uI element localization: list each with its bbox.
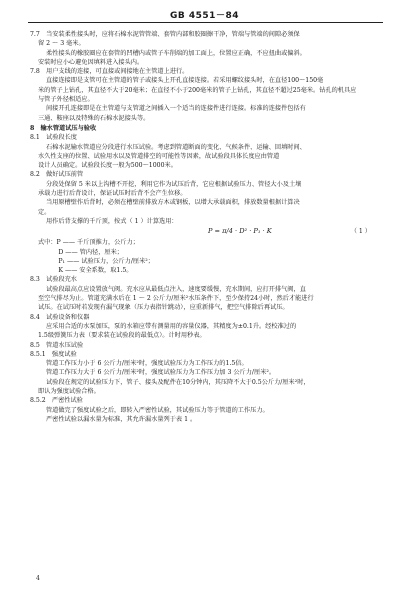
text-line: 式中：P —— 千斤顶推力，公斤力； <box>38 239 139 247</box>
text-line: 管道做完了强度试验之后，即转入严密性试验，其试验压力等于管道的工作压力。 <box>46 406 269 414</box>
text-line: 分段处保留 5 米以上沟槽不开挖，利用它作为试压后背，它应根据试验压力、管径大小及土壤 <box>46 180 302 188</box>
text-line: 承载力进行后背设计，保证试压时后背不会产生位移。 <box>38 190 187 198</box>
text-line: 1.5级弹簧压力表（要求装在试验段的最低点）。计时用秒表。 <box>38 332 206 340</box>
text-line: D —— 管内径，厘米； <box>46 248 123 256</box>
text-line: 试压。在试压时若发现有漏气现象（压力表指针跳动），应重新排气，把空气排除后再试压。 <box>38 304 289 312</box>
formula-number: （ 1 ） <box>350 228 371 236</box>
text-line: 柔性接头的橡胶圈应在套管的凹槽内或管子车削端的加工面上，位置应正确，不应扭曲或偏斜。 <box>46 49 306 57</box>
text-line: K —— 安全系数，取1.5。 <box>46 267 133 275</box>
text-line: 8.3 试验段充水 <box>30 276 77 284</box>
text-line: 间接开孔连接即是在主管道与支管道之间插入一个适当的连接件进行连接。标准的连接件包括有 <box>46 105 306 113</box>
page-number: 4 <box>36 575 40 582</box>
text-line: 直接连接即是支管可在主管道的管子或接头上开孔直接连接。若采用螺纹接头时，在直径100～150毫 <box>46 77 324 85</box>
text-line: 即认为强度试验合格。 <box>38 387 100 395</box>
text-line: 试验段最高点应设置放气阀。充水应从最低点注入，速度要缓慢，充水期间，应打开排气阀，直 <box>46 285 306 293</box>
text-line: 8.5 管道水压试验 <box>30 341 84 349</box>
text-line: 用作后背支撑的千斤顶，按式（ 1 ）计算选用： <box>46 217 178 225</box>
text-line: 试验段在规定的试验压力下，管子、接头及配件在10分钟内，其压降不大于0.5公斤力/厘米²时， <box>46 378 310 386</box>
text-line: 严密性试验以漏水量为标准，其允许漏水量列于表 1 。 <box>46 415 197 423</box>
formula-1 <box>38 226 383 238</box>
text-line: 当用原槽壁作后背时，必须在槽壁前排放方木或钢板，以增大承载面积，排放数量根据计算决 <box>46 199 300 207</box>
formula-expression: P = π/4 · D² · P₁ · K <box>208 227 272 236</box>
text-line: 三通、鞍座以及特殊的石棉水泥接头等。 <box>38 114 150 122</box>
text-line: P₁ —— 试验压力，公斤力/厘米²； <box>46 257 154 265</box>
header-rule <box>28 22 383 23</box>
text-line: 安装时应小心避免因填料进入接头内。 <box>38 58 144 66</box>
text-line: 7.8 用户支线的连接，可直接或间接地在主管道上进行。 <box>30 68 189 76</box>
body-text <box>30 30 383 424</box>
text-line: 8.2 做好试压前管 <box>30 171 84 179</box>
text-line: 水久性支座的位置、试验用水以及管道排空的可能性等因素，故试验段具体长度应由管道 <box>38 152 280 160</box>
text-line: 管道工作压力小于 6 公斤力/厘米²时，强度试验压力为工作压力的1.5倍。 <box>46 360 248 368</box>
text-line: 设计人员确定。试验段长度一般为500～1000米。 <box>38 162 177 170</box>
text-line: 与管子外径相适应。 <box>38 96 94 104</box>
text-line: 留 2 ～ 3 毫米。 <box>38 40 85 48</box>
text-line: 定。 <box>38 208 51 216</box>
text-line: 米的管子上钻孔，其直径不大于20毫米；在直径不小于200毫米的管子上钻孔，其直径不超过25毫米。钻孔的机具应 <box>38 86 357 94</box>
text-line: 8.5.2 严密性试验 <box>30 397 83 405</box>
text-line: 8.5.1 强度试验 <box>30 350 77 358</box>
text-line: 管道工作压力大于 6 公斤力/厘米²时，强度试验压力为工作压力加 3 公斤力/厘米²。 <box>46 369 276 377</box>
section-heading: 8 输水管道试压与验收 <box>30 124 97 132</box>
text-line: 至空气排尽为止。管道充满水后在 1 ～ 2 公斤力/厘米²水压条件下，至少保持24小时，然后才能进行 <box>38 295 314 303</box>
text-line: 7.7 当安装柔性接头时，应将石棉水泥管管端、套管内部和胶圈擦干净，管端与管端的间隙必须保 <box>30 31 300 38</box>
text-line: 8.4 试验设备和仪器 <box>30 313 90 321</box>
text-line: 应采用合适的水泵加压，泵的水箱应带有测量用的容量仪器，其精度为±0.1升。经校准过的 <box>46 322 297 330</box>
text-line: 8.1 试验段长度 <box>30 134 77 142</box>
standard-header: GB 4551－84 <box>170 11 239 21</box>
text-line: 石棉水泥输水管道应分段进行水压试验。考虑到管道断面的变化、气候条件、运输、回填时间、 <box>46 143 306 151</box>
